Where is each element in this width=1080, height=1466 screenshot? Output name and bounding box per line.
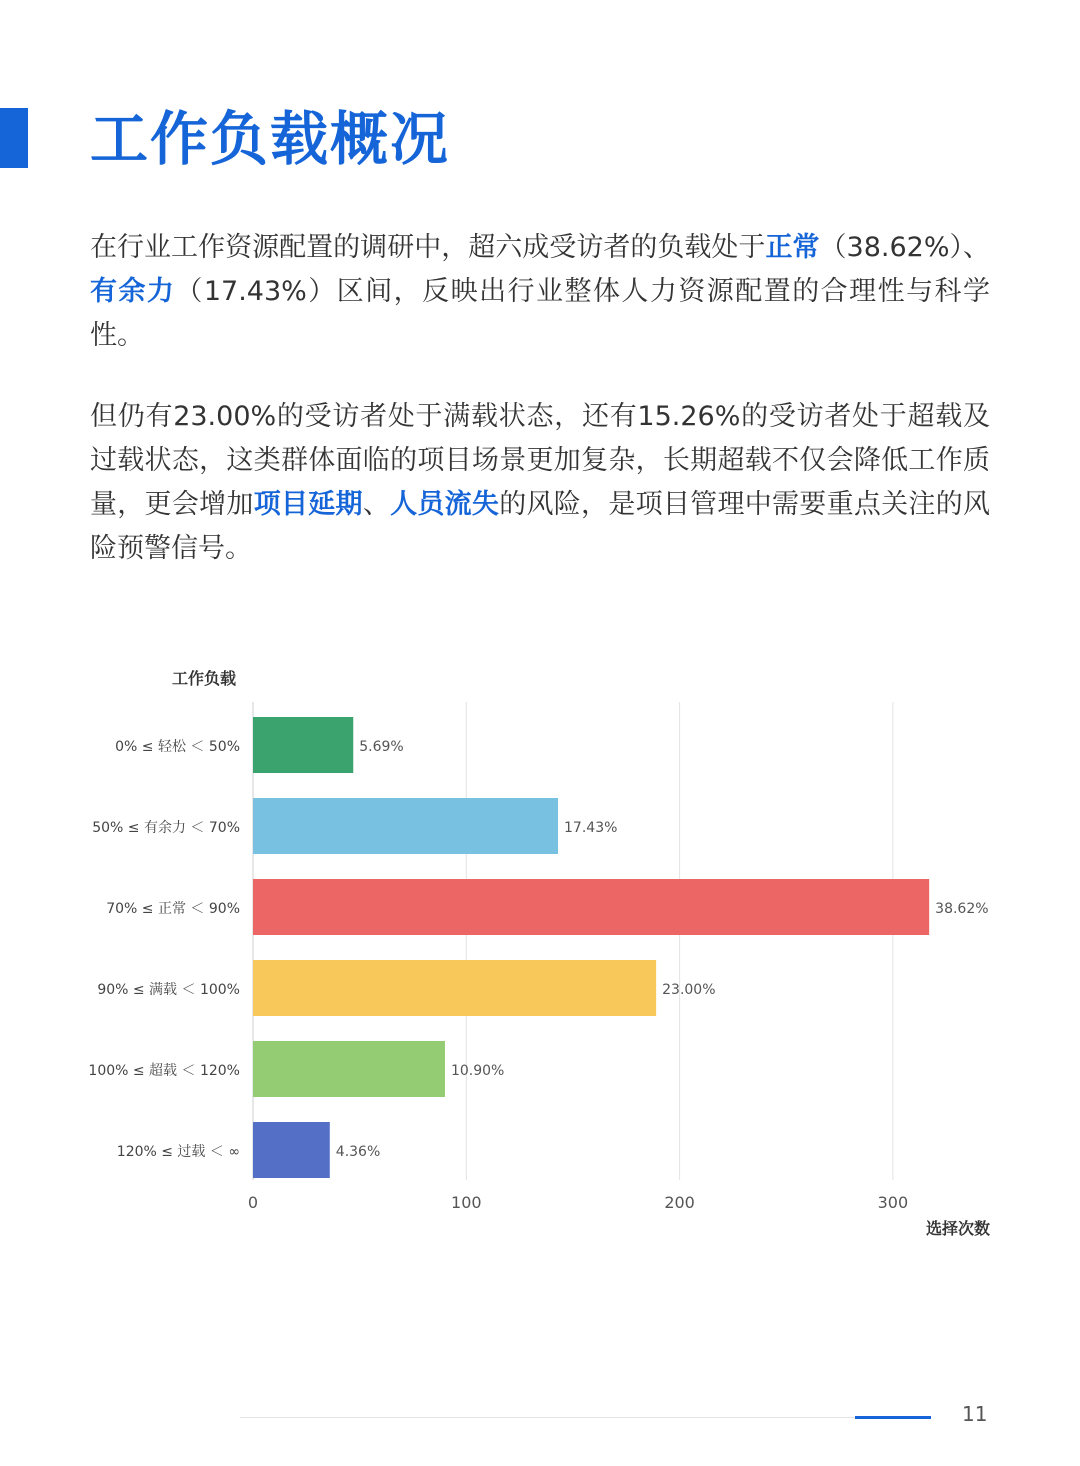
x-tick-label: 300: [877, 1193, 909, 1212]
highlight-project-delay: 项目延期: [253, 489, 363, 520]
paragraph-text: 但仍有23.00%的受访者处于满载状态，还有15.26%的受访者处于超载及过载状态，这类群体面临的项目场景更加复杂，长期超载不仅会降低工作质量，更会增加: [90, 401, 990, 520]
title-accent-bar: [0, 108, 28, 168]
intro-paragraph: [90, 226, 990, 358]
page-title: 工作负载概况: [90, 105, 451, 173]
paragraph-text: （38.62%）、: [819, 232, 991, 263]
x-tick-label: 200: [664, 1193, 695, 1212]
data-label: 23.00%: [662, 982, 716, 998]
y-tick-label: 90% ≤ 满载 ＜ 100%: [97, 982, 240, 998]
y-tick-label: 100% ≤ 超载 ＜ 120%: [88, 1063, 240, 1079]
bar: [253, 879, 929, 935]
bar: [253, 960, 656, 1016]
bar: [253, 1122, 330, 1178]
bar: [253, 1041, 445, 1097]
data-label: 5.69%: [359, 739, 404, 755]
data-label: 38.62%: [935, 901, 989, 917]
y-tick-label: 50% ≤ 有余力 ＜ 70%: [92, 820, 240, 836]
x-axis-title: 选择次数: [925, 1219, 990, 1238]
x-tick-label: 100: [451, 1193, 482, 1212]
x-tick-label: 0: [247, 1193, 259, 1212]
footer-divider: [240, 1417, 930, 1418]
paragraph-text: 、: [362, 489, 391, 520]
highlight-staff-turnover: 人员流失: [390, 489, 500, 520]
paragraph-text: 的风险，是项目管理中需要重点关注的风险预警信号。: [90, 489, 990, 564]
y-tick-label: 120% ≤ 过载 ＜ ∞: [116, 1144, 240, 1160]
risk-paragraph: [90, 395, 990, 571]
paragraph-text: （17.43%）区间，反映出行业整体人力资源配置的合理性与科学性。: [90, 276, 991, 351]
bar: [253, 717, 353, 773]
data-label: 4.36%: [335, 1144, 381, 1160]
footer-accent: [855, 1416, 931, 1419]
bar: [253, 798, 558, 854]
y-tick-label: 70% ≤ 正常 ＜ 90%: [106, 901, 240, 917]
highlight-normal: 正常: [765, 232, 820, 263]
data-label: 10.90%: [450, 1063, 505, 1079]
page-number: 11: [962, 1402, 988, 1426]
highlight-spare-capacity: 有余力: [90, 276, 176, 307]
workload-bar-chart: [0, 650, 1080, 1250]
y-tick-label: 0% ≤ 轻松 ＜ 50%: [115, 739, 240, 755]
data-label: 17.43%: [564, 820, 618, 836]
paragraph-text: 在行业工作资源配置的调研中，超六成受访者的负载处于: [90, 232, 766, 263]
y-axis-title: 工作负载: [171, 669, 237, 688]
